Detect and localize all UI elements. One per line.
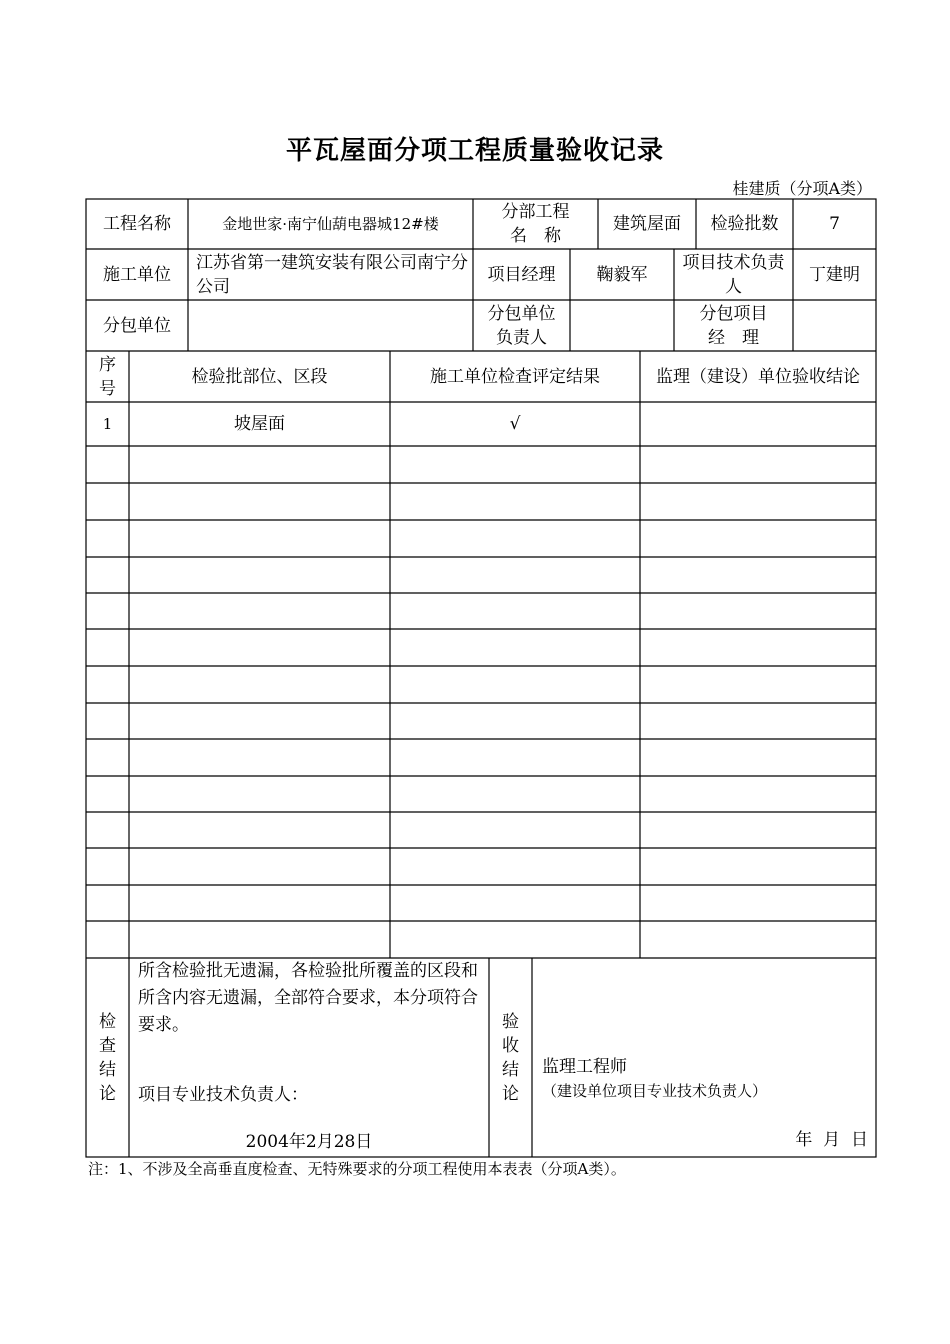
contractor-label: 施工单位 xyxy=(103,264,171,285)
division-label: 分部工程名 称 xyxy=(501,202,570,246)
sub-lead-label: 分包单位负责人 xyxy=(487,303,556,348)
inspection-date: 2004年2月28日 xyxy=(245,1132,373,1152)
form-code: 桂建质（分项A类） xyxy=(732,179,872,198)
batch-count-label: 检验批数 xyxy=(710,214,779,234)
acceptance-label-cell xyxy=(489,958,532,1157)
batch-count-value: 7 xyxy=(829,214,840,234)
acceptance-date: 年 月 日 xyxy=(795,1130,868,1150)
sub-pm-value xyxy=(793,300,876,351)
acceptance-engineer: 监理工程师 xyxy=(542,1057,627,1077)
project-name-value: 金地世家·南宁仙葫电器城12#楼 xyxy=(222,215,439,233)
table-row-conclusion xyxy=(640,402,876,446)
project-name-label: 工程名称 xyxy=(103,214,171,234)
tech-lead-label: 项目技术负责 人 xyxy=(682,252,802,297)
col-contractor-result: 施工单位检查评定结果 xyxy=(430,366,600,387)
pm-value: 鞠毅军 xyxy=(596,264,648,285)
col-supervisor-result: 监理（建设）单位验收结论 xyxy=(656,366,860,387)
inspection-signer-label: 项目专业技术负责人： xyxy=(138,1085,308,1105)
table-row-location: 坡屋面 xyxy=(234,414,285,434)
inspection-label-cell xyxy=(86,958,129,1157)
tech-lead-value: 丁建明 xyxy=(809,264,860,285)
footnote: 注：1、不涉及全高垂直度检查、无特殊要求的分项工程使用本表表（分项A类）。 xyxy=(88,1160,626,1178)
inspection-label: 检查结论 xyxy=(99,1011,116,1104)
col-seq: 序号 xyxy=(99,354,116,399)
division-value: 建筑屋面 xyxy=(613,214,681,234)
acceptance-engineer-note: （建设单位项目专业技术负责人） xyxy=(542,1082,768,1100)
sub-label: 分包单位 xyxy=(103,315,171,336)
table-row-seq: 1 xyxy=(102,415,113,433)
contractor-value: 江苏省第一建筑安装有限公司南宁分公司 xyxy=(196,252,468,297)
pm-label: 项目经理 xyxy=(487,264,556,285)
sub-value xyxy=(188,300,473,351)
acceptance-label: 验收结论 xyxy=(502,1011,519,1104)
col-location: 检验批部位、区段 xyxy=(191,366,328,387)
sub-lead-value xyxy=(570,300,674,351)
page-title: 平瓦屋面分项工程质量验收记录 xyxy=(285,136,664,166)
sub-pm-label: 分包项目经 理 xyxy=(699,303,768,348)
table-row-result: √ xyxy=(509,414,521,434)
inspection-text: 所含检验批无遗漏，各检验批所覆盖的区段和所含内容无遗漏，全部符合要求，本分项符合要求。 xyxy=(138,961,478,1035)
